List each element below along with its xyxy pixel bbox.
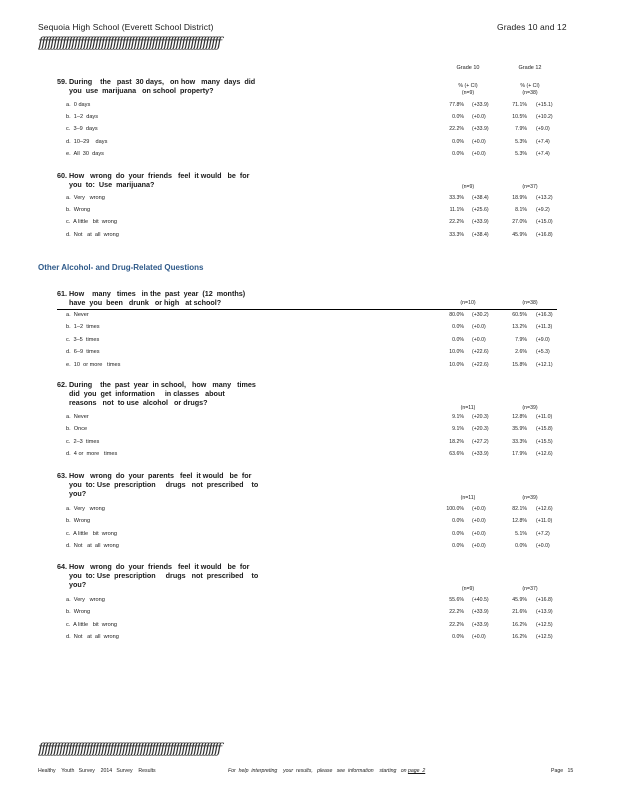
answer-option-label: c. 3–5 times — [66, 336, 100, 343]
q59-pct-ci-grade-10: % (+ CI) — [458, 83, 478, 89]
grade-10-ci: (+22.6) — [472, 349, 489, 356]
answer-option-label: b. Wrong — [66, 518, 91, 525]
grade-12-ci: (+15.1) — [536, 102, 553, 108]
grade-10-ci: (+33.9) — [472, 621, 489, 628]
answer-option-label: b. Once — [66, 426, 88, 433]
grade-12-percent: 33.3% — [512, 438, 527, 445]
grade-12-ci: (+12.5) — [536, 621, 553, 628]
grade-10-percent: 0.0% — [452, 518, 464, 525]
grade-12-percent: 5.3% — [515, 150, 527, 157]
grade-10-ci: (+0.0) — [472, 324, 486, 331]
grade-10-percent: 0.0% — [452, 324, 464, 331]
q64-n-grade-10: (n=9) — [461, 586, 475, 592]
grade-10-ci: (+20.3) — [472, 426, 489, 433]
q60-n-grade-12: (n=37) — [522, 184, 538, 190]
grade-10-percent: 10.0% — [449, 349, 464, 356]
grade-12-percent: 21.6% — [512, 609, 527, 616]
grade-12-ci: (+13.2) — [536, 195, 553, 201]
grade-12-ci: (+12.6) — [536, 506, 553, 512]
grade-12-ci: (+15.8) — [536, 426, 553, 433]
grade-10-percent: 22.2% — [449, 609, 464, 616]
grade-12-percent: 18.9% — [512, 195, 527, 201]
grade-12-percent: 82.1% — [512, 506, 527, 512]
grade-10-ci: (+40.5) — [472, 597, 489, 603]
grade-12-percent: 71.1% — [512, 102, 527, 108]
grade-10-percent: 63.6% — [449, 451, 464, 458]
grade-12-ci: (+0.0) — [536, 543, 550, 550]
grade-12-ci: (+15.0) — [536, 219, 553, 226]
grade-12-percent: 27.0% — [512, 219, 527, 226]
grade-12-percent: 12.8% — [512, 518, 527, 525]
q59-question-text: you use marijuana on school property? — [57, 86, 214, 95]
grade-12-ci: (+12.5) — [536, 634, 553, 641]
grade-10-percent: 22.2% — [449, 621, 464, 628]
grade-12-ci: (+12.6) — [536, 451, 553, 458]
grade-10-percent: 18.2% — [449, 438, 464, 445]
grade-12-percent: 16.2% — [512, 621, 527, 628]
answer-option-label: c. A little bit wrong — [66, 530, 117, 537]
q60-n-grade-10: (n=9) — [461, 184, 475, 190]
answer-option-label: a. Very wrong — [66, 506, 105, 512]
grade-10-ci: (+20.3) — [472, 414, 489, 420]
footer-help-text — [228, 768, 425, 774]
answer-option-label: a. Very wrong — [66, 195, 105, 201]
grade-10-percent: 9.1% — [452, 414, 464, 420]
grade-10-percent: 10.0% — [449, 361, 464, 368]
grade-10-percent: 0.0% — [452, 634, 464, 641]
grade-12-percent: 7.9% — [515, 126, 527, 133]
grade-12-ci: (+12.1) — [536, 361, 553, 368]
grade-10-ci: (+0.0) — [472, 150, 486, 157]
answer-option-label: c. 2–3 times — [66, 438, 100, 445]
answer-option-label: d. Not at all wrong — [66, 543, 119, 550]
grade-10-ci: (+30.2) — [472, 312, 489, 318]
school-name: Sequoia High School (Everett School District) — [38, 22, 214, 32]
grade-12-ci: (+11.3) — [536, 324, 553, 331]
grade-12-percent: 45.9% — [512, 597, 527, 603]
grade-10-percent: 22.2% — [449, 219, 464, 226]
grade-12-percent: 60.5% — [512, 312, 527, 318]
grade-12-percent: 0.0% — [515, 543, 527, 550]
answer-option-label: e. All 30 days — [66, 150, 104, 157]
answer-option-label: b. Wrong — [66, 207, 91, 214]
section-title: Other Alcohol- and Drug-Related Questions — [38, 263, 204, 272]
grade-12-percent: 8.1% — [515, 207, 527, 214]
grade-12-ci: (+9.0) — [536, 126, 550, 133]
grade-12-percent: 5.1% — [515, 530, 527, 537]
q60-question-text: you to: Use marijuana? — [57, 180, 155, 189]
grade-12-ci: (+11.0) — [536, 518, 553, 525]
grade-10-ci: (+33.9) — [472, 102, 489, 108]
grade-10-percent: 0.0% — [452, 336, 464, 343]
answer-option-label: c. 3–9 days — [66, 126, 98, 133]
answer-option-label: c. A little bit wrong — [66, 219, 117, 226]
answer-option-label: a. Never — [66, 312, 89, 318]
q62-question-text: did you get information in classes about — [57, 389, 225, 398]
q62-question-text: 62. During the past year in school, how many times — [57, 380, 256, 389]
decorative-line-top: ƒƒƒƒƒƒƒƒƒƒƒƒƒƒƒƒƒƒƒƒƒƒƒƒƒƒƒƒƒƒƒƒƒƒƒƒƒƒƒƒƒƒƒƒƒƒƒƒƒƒƒƒƒƒƒƒƒƒƒƒƒ — [38, 35, 220, 51]
q59-question-text: 59. During the past 30 days, on how many days did — [57, 77, 256, 86]
grade-10-ci: (+27.2) — [472, 438, 489, 445]
q62-n-grade-12: (n=39) — [522, 405, 538, 411]
grade-10-ci: (+33.9) — [472, 451, 489, 458]
grade-10-ci: (+0.0) — [472, 114, 486, 121]
q61-n-grade-10: (n=10) — [460, 300, 476, 306]
column-grade-10: Grade 10 — [456, 65, 480, 71]
q63-question-text: you to: Use prescription drugs not prescribed to — [57, 480, 259, 489]
answer-option-label: d. 10–29 days — [66, 138, 108, 145]
decorative-line-bottom: ƒƒƒƒƒƒƒƒƒƒƒƒƒƒƒƒƒƒƒƒƒƒƒƒƒƒƒƒƒƒƒƒƒƒƒƒƒƒƒƒƒƒƒƒƒƒƒƒƒƒƒƒƒƒƒƒƒƒƒƒƒ — [38, 741, 220, 757]
grade-10-ci: (+0.0) — [472, 518, 486, 525]
grade-10-ci: (+22.6) — [472, 361, 489, 368]
grade-12-ci: (+10.2) — [536, 114, 553, 121]
grades-label: Grades 10 and 12 — [497, 22, 567, 32]
grade-10-ci: (+0.0) — [472, 543, 486, 550]
answer-option-label: b. 1–2 days — [66, 114, 99, 121]
grade-10-ci: (+0.0) — [472, 530, 486, 537]
q61-divider-rule — [57, 309, 557, 310]
grade-12-percent: 45.9% — [512, 231, 527, 238]
grade-12-percent: 5.3% — [515, 138, 527, 145]
q64-n-grade-12: (n=37) — [522, 586, 538, 592]
answer-option-label: d. 6–9 times — [66, 349, 100, 356]
q63-n-grade-10: (n=11) — [460, 495, 476, 501]
grade-12-ci: (+13.9) — [536, 609, 553, 616]
answer-option-label: b. Wrong — [66, 609, 91, 616]
grade-12-percent: 16.2% — [512, 634, 527, 641]
grade-12-percent: 17.9% — [512, 451, 527, 458]
grade-12-percent: 12.8% — [512, 414, 527, 420]
grade-12-ci: (+16.8) — [536, 231, 553, 238]
q59-n-grade-12: (n=38) — [522, 90, 538, 96]
grade-10-percent: 0.0% — [452, 138, 464, 145]
grade-10-percent: 0.0% — [452, 543, 464, 550]
grade-10-percent: 0.0% — [452, 114, 464, 121]
grade-12-ci: (+15.5) — [536, 438, 553, 445]
grade-10-percent: 0.0% — [452, 150, 464, 157]
grade-10-percent: 22.2% — [449, 126, 464, 133]
answer-option-label: a. Very wrong — [66, 597, 105, 603]
grade-12-percent: 10.5% — [512, 114, 527, 121]
answer-option-label: d. Not at all wrong — [66, 634, 119, 641]
grade-10-ci: (+0.0) — [472, 506, 486, 512]
q64-question-text: you to: Use prescription drugs not prescribed to — [57, 571, 259, 580]
q63-question-text: you? — [57, 489, 87, 498]
grade-10-percent: 33.3% — [449, 195, 464, 201]
footer-survey-title: Healthy Youth Survey 2014 Survey Results — [38, 768, 156, 774]
footer-page-link[interactable]: page 2 — [407, 768, 426, 774]
answer-option-label: d. Not at all wrong — [66, 231, 119, 238]
grade-12-percent: 13.2% — [512, 324, 527, 331]
q61-n-grade-12: (n=38) — [522, 300, 538, 306]
answer-option-label: e. 10 or more times — [66, 361, 121, 368]
q59-pct-ci-grade-12: % (+ CI) — [520, 83, 540, 89]
grade-10-ci: (+38.4) — [472, 195, 489, 201]
footer-page-number: Page 15 — [551, 768, 574, 774]
answer-option-label: d. 4 or more times — [66, 451, 118, 458]
q62-n-grade-10: (n=11) — [460, 405, 476, 411]
grade-12-ci: (+5.3) — [536, 349, 550, 356]
grade-12-percent: 15.8% — [512, 361, 527, 368]
grade-10-ci: (+0.0) — [472, 336, 486, 343]
grade-12-percent: 35.9% — [512, 426, 527, 433]
grade-10-ci: (+25.6) — [472, 207, 489, 214]
grade-12-ci: (+7.4) — [536, 138, 550, 145]
q64-question-text: you? — [57, 580, 87, 589]
q60-question-text: 60. How wrong do your friends feel it would be for — [57, 171, 250, 180]
grade-12-ci: (+9.0) — [536, 336, 550, 343]
grade-10-percent: 77.8% — [449, 102, 464, 108]
grade-10-ci: (+33.9) — [472, 126, 489, 133]
grade-10-ci: (+33.9) — [472, 609, 489, 616]
grade-12-percent: 7.9% — [515, 336, 527, 343]
footer-help-prefix: For help interpreting your results, please see information starting on — [228, 768, 407, 774]
answer-option-label: a. Never — [66, 414, 89, 420]
grade-12-ci: (+11.0) — [536, 414, 553, 420]
grade-12-ci: (+7.2) — [536, 530, 550, 537]
grade-10-ci: (+0.0) — [472, 634, 486, 641]
grade-10-ci: (+0.0) — [472, 138, 486, 145]
grade-10-percent: 0.0% — [452, 530, 464, 537]
answer-option-label: b. 1–2 times — [66, 324, 100, 331]
grade-10-percent: 9.1% — [452, 426, 464, 433]
answer-option-label: c. A little bit wrong — [66, 621, 117, 628]
grade-12-ci: (+7.4) — [536, 150, 550, 157]
grade-10-percent: 80.0% — [449, 312, 464, 318]
q59-n-grade-10: (n=9) — [461, 90, 475, 96]
grade-10-percent: 11.1% — [449, 207, 464, 214]
answer-option-label: a. 0 days — [66, 102, 91, 108]
column-grade-12: Grade 12 — [518, 65, 542, 71]
grade-12-percent: 2.6% — [515, 349, 527, 356]
grade-10-percent: 100.0% — [446, 506, 464, 512]
q61-question-text: 61. How many times in the past year (12 months) — [57, 289, 246, 298]
q64-question-text: 64. How wrong do your friends feel it would be for — [57, 562, 250, 571]
grade-10-percent: 33.3% — [449, 231, 464, 238]
grade-12-ci: (+16.8) — [536, 597, 553, 603]
q62-question-text: reasons not to use alcohol or drugs? — [57, 398, 208, 407]
grade-10-ci: (+33.9) — [472, 219, 489, 226]
grade-10-percent: 55.6% — [449, 597, 464, 603]
q63-question-text: 63. How wrong do your parents feel it would be for — [57, 471, 252, 480]
grade-12-ci: (+16.3) — [536, 312, 553, 318]
q63-n-grade-12: (n=39) — [522, 495, 538, 501]
grade-10-ci: (+38.4) — [472, 231, 489, 238]
q61-question-text: have you been drunk or high at school? — [57, 298, 222, 307]
grade-12-ci: (+9.2) — [536, 207, 550, 214]
